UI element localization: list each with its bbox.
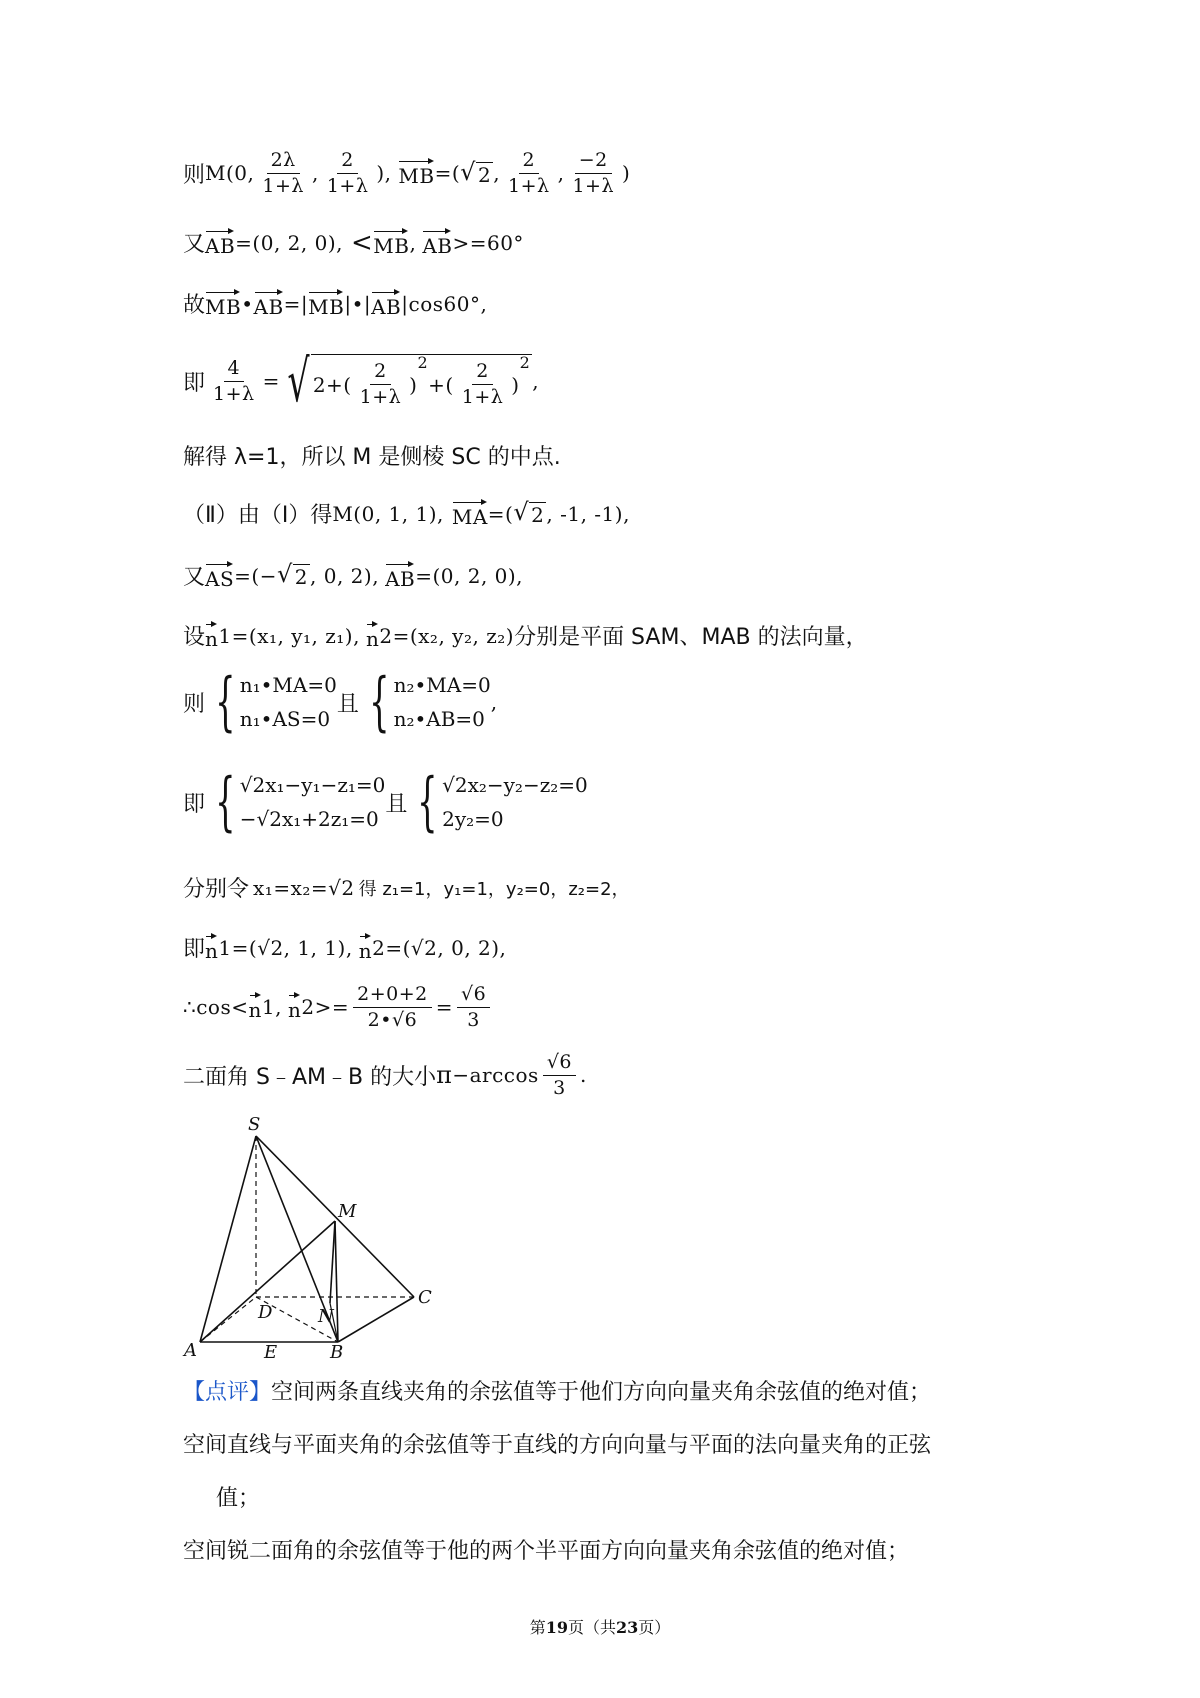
line-normal-vectors [183, 620, 868, 651]
text-prefix: 则 [183, 691, 206, 717]
line-dot-product [183, 288, 487, 319]
subscript: 1 [218, 623, 232, 648]
angle-open: < [350, 227, 374, 258]
comma: , [493, 161, 501, 186]
vector-n1: n [205, 933, 218, 963]
equals: = [262, 369, 280, 393]
line-ab-vector [183, 227, 524, 258]
m-point: M(0, 1, 1), [332, 501, 444, 526]
equation: √2x₁−y₁−z₁=0 [239, 773, 386, 797]
vector-ma: MA [452, 499, 488, 529]
comment-line-1 [183, 1375, 931, 1406]
subscript: 1 [261, 995, 276, 1020]
line-system-1 [183, 665, 498, 739]
big-sqrt [280, 347, 532, 415]
system-equations [240, 673, 337, 731]
numerator: 2 [337, 150, 358, 174]
text-prefix: 又 [183, 565, 206, 590]
system-equations [240, 773, 386, 831]
fraction [209, 358, 259, 405]
fraction [568, 150, 618, 197]
subscript: 2 [379, 623, 393, 648]
equation: x₁=x₂=√2 [253, 875, 355, 900]
label-s: S [248, 1114, 261, 1135]
vector-n1: n [205, 621, 218, 651]
conjunction: 且 [385, 791, 408, 817]
equation: −√2x₁+2z₁=0 [239, 807, 379, 831]
text-prefix: 二面角 S﹣AM﹣B 的大小 [183, 1064, 437, 1090]
subscript: 2 [301, 995, 315, 1020]
radical-sign: √ [287, 347, 310, 415]
text-tail: 分别是平面 SAM、MAB 的法向量， [514, 625, 868, 650]
equals: =( [487, 501, 514, 526]
vector-value: =(x₁, y₁, z₁), [231, 623, 360, 648]
line-part-two [183, 498, 630, 529]
brace: { [417, 765, 438, 839]
sqrt [277, 562, 310, 589]
comma: , [275, 995, 282, 1020]
line-system-2 [183, 765, 588, 839]
sqrt [513, 500, 546, 527]
paren-close: ) [409, 372, 418, 397]
cos-term: |cos60°, [401, 291, 488, 316]
plus: +( [428, 372, 454, 397]
m-point: M(0, [205, 161, 255, 186]
equation: √2x₂−y₂−z₂=0 [442, 773, 588, 797]
text-prefix: 即 [183, 791, 206, 817]
numerator: 2 [519, 150, 540, 174]
vector-value: , 0, 2), [310, 563, 380, 588]
comment-line-3: 空间锐二面角的余弦值等于他的两个半平面方向向量夹角余弦值的绝对值； [183, 1539, 910, 1564]
page-number: 19 [545, 1618, 568, 1637]
equation: n₁•AS=0 [239, 707, 331, 731]
system-left [205, 665, 337, 739]
vector-value: , -1, -1), [546, 501, 630, 526]
denominator: 1+λ [572, 174, 615, 197]
period: . [580, 1063, 587, 1088]
comma: , [557, 161, 565, 186]
comment-tag: 【点评】 [183, 1380, 272, 1405]
vector-n2: n [359, 933, 372, 963]
line-cosine [183, 984, 494, 1031]
line-solution: 解得 λ=1，所以 M 是侧棱 SC 的中点. [183, 445, 561, 470]
system-equations [394, 673, 491, 731]
total-pages: 23 [616, 1618, 639, 1637]
edge-bc [338, 1297, 414, 1342]
numerator: 2λ [267, 150, 300, 174]
numerator: 4 [224, 358, 245, 382]
comment-line-2b: 值； [216, 1486, 261, 1511]
line-m-coordinates [183, 150, 630, 197]
system-right [359, 665, 491, 739]
vector-value: =(0, 2, 0), [235, 230, 343, 255]
denominator: 1+λ [461, 386, 504, 408]
vector-ab: AB [385, 561, 415, 591]
vector-value: =(x₂, y₂, z₂) [392, 623, 515, 648]
label-e: E [264, 1342, 278, 1360]
paren-close: ) [622, 161, 631, 186]
fraction [356, 361, 406, 408]
equation: 2y₂=0 [442, 807, 504, 831]
exponent: 2 [519, 353, 531, 372]
denominator: 1+λ [326, 174, 369, 197]
system-equations [442, 773, 588, 831]
text-prefix: （Ⅱ）由（Ⅰ）得 [183, 503, 333, 528]
angle-close: >=60° [452, 230, 524, 255]
paren-close: ), [376, 161, 399, 186]
denominator: 1+λ [359, 386, 402, 408]
vector-value: =(0, 2, 0), [415, 563, 524, 588]
line-equation [183, 347, 540, 415]
conjunction: 且 [336, 691, 359, 717]
system-left [205, 765, 386, 839]
text-tail: 得 z₁=1，y₁=1，y₂=0，z₂=2， [358, 878, 630, 900]
vector-value: =(√2, 0, 2), [385, 935, 507, 960]
fraction [458, 361, 508, 408]
line-as-ab [183, 560, 523, 591]
comment-text: 空间两条直线夹角的余弦值等于他们方向向量夹角余弦值的绝对值； [271, 1380, 932, 1405]
brace: { [215, 665, 236, 739]
label-c: C [418, 1287, 432, 1308]
equals: =| [283, 291, 309, 316]
vector-value: =(√2, 1, 1), [231, 935, 353, 960]
brace: { [215, 765, 236, 839]
vector-mb: MB [308, 289, 344, 319]
fraction [457, 984, 490, 1031]
radical-sign: √ [277, 560, 293, 588]
text-prefix: 设 [183, 625, 206, 650]
label-b: B [330, 1342, 344, 1360]
equals: =( [434, 161, 461, 186]
fraction [353, 984, 432, 1031]
denominator: 1+λ [213, 382, 255, 405]
radicand: 2 [294, 565, 309, 589]
denominator: 1+λ [262, 174, 304, 197]
text-prefix: 又 [183, 232, 206, 257]
footer-mid: 页（共 [567, 1618, 616, 1637]
cos-prefix: ∴cos< [183, 995, 249, 1020]
vector-n2: n [288, 992, 301, 1022]
equation: n₂•MA=0 [393, 673, 491, 697]
equals: = [435, 995, 453, 1020]
text-prefix: 即 [183, 937, 206, 962]
vector-mb: MB [205, 289, 241, 319]
fraction [543, 1052, 576, 1099]
comma: , [311, 161, 319, 186]
denominator: 3 [467, 1008, 480, 1031]
numerator: 2+0+2 [353, 984, 432, 1008]
footer-post: 页） [638, 1618, 671, 1637]
sqrt [460, 157, 493, 187]
vector-ab: AB [371, 289, 401, 319]
equals: =(− [234, 563, 277, 588]
pyramid-figure [178, 1110, 458, 1360]
system-right [407, 765, 588, 839]
fraction [258, 150, 308, 197]
text-prefix: 则 [183, 162, 206, 188]
brace: { [369, 665, 390, 739]
edge-sa [200, 1136, 256, 1342]
text-prefix: 分别令 [183, 877, 250, 902]
radicand [311, 354, 532, 410]
label-d: D [258, 1302, 273, 1323]
fraction [323, 150, 373, 197]
vector-ab: AB [254, 289, 284, 319]
vector-as: AS [205, 561, 234, 591]
label-n: N [318, 1306, 334, 1327]
comma: , [490, 690, 498, 714]
vector-ab: AB [422, 228, 452, 258]
vector-ab: AB [205, 228, 235, 258]
numerator: √6 [543, 1052, 576, 1076]
radicand: 2 [477, 162, 492, 187]
vector-n2: n [366, 621, 379, 651]
radical-sign: √ [513, 498, 530, 526]
line-dihedral-angle [183, 1052, 587, 1099]
label-a: A [184, 1340, 197, 1360]
numerator: −2 [575, 150, 612, 174]
dot: • [241, 291, 254, 316]
vector-mb: MB [373, 228, 409, 258]
edge-mb [335, 1221, 338, 1342]
footer-pre: 第 [529, 1618, 546, 1637]
page-footer [0, 1615, 1200, 1638]
arccos: −arccos [452, 1063, 539, 1088]
numerator: √6 [457, 984, 490, 1008]
exponent: 2 [417, 353, 429, 372]
vector-n1: n [249, 992, 262, 1022]
radical-sign: √ [460, 157, 476, 186]
comment-line-2: 空间直线与平面夹角的余弦值等于直线的方向向量与平面的法向量夹角的正弦 [183, 1433, 932, 1458]
paren-close: ) [511, 372, 520, 397]
edge-ad [200, 1297, 256, 1342]
subscript: 1 [218, 935, 232, 960]
label-m: M [338, 1201, 357, 1222]
denominator: 3 [553, 1076, 566, 1099]
line-normal-values [183, 932, 506, 963]
line-let-values [183, 872, 630, 903]
vector-mb: MB [398, 158, 434, 188]
radicand: 2 [531, 503, 545, 527]
numerator: 2 [472, 361, 493, 385]
text-prefix: 即 [183, 370, 206, 396]
numerator: 2 [370, 361, 391, 385]
comma: , [532, 369, 540, 393]
equation: n₂•AB=0 [393, 707, 485, 731]
equation: n₁•MA=0 [239, 673, 337, 697]
angle-close: >= [314, 995, 350, 1020]
denominator: 2•√6 [367, 1008, 418, 1031]
comma: , [409, 230, 417, 255]
segment-mn [330, 1221, 335, 1303]
pi: π [436, 1061, 453, 1090]
abs-dot: |•| [344, 291, 372, 316]
fraction [504, 150, 554, 197]
text-prefix: 故 [183, 293, 206, 318]
edge-sc [256, 1136, 414, 1297]
denominator: 1+λ [508, 174, 550, 197]
term: 2+( [312, 372, 352, 397]
subscript: 2 [372, 935, 386, 960]
